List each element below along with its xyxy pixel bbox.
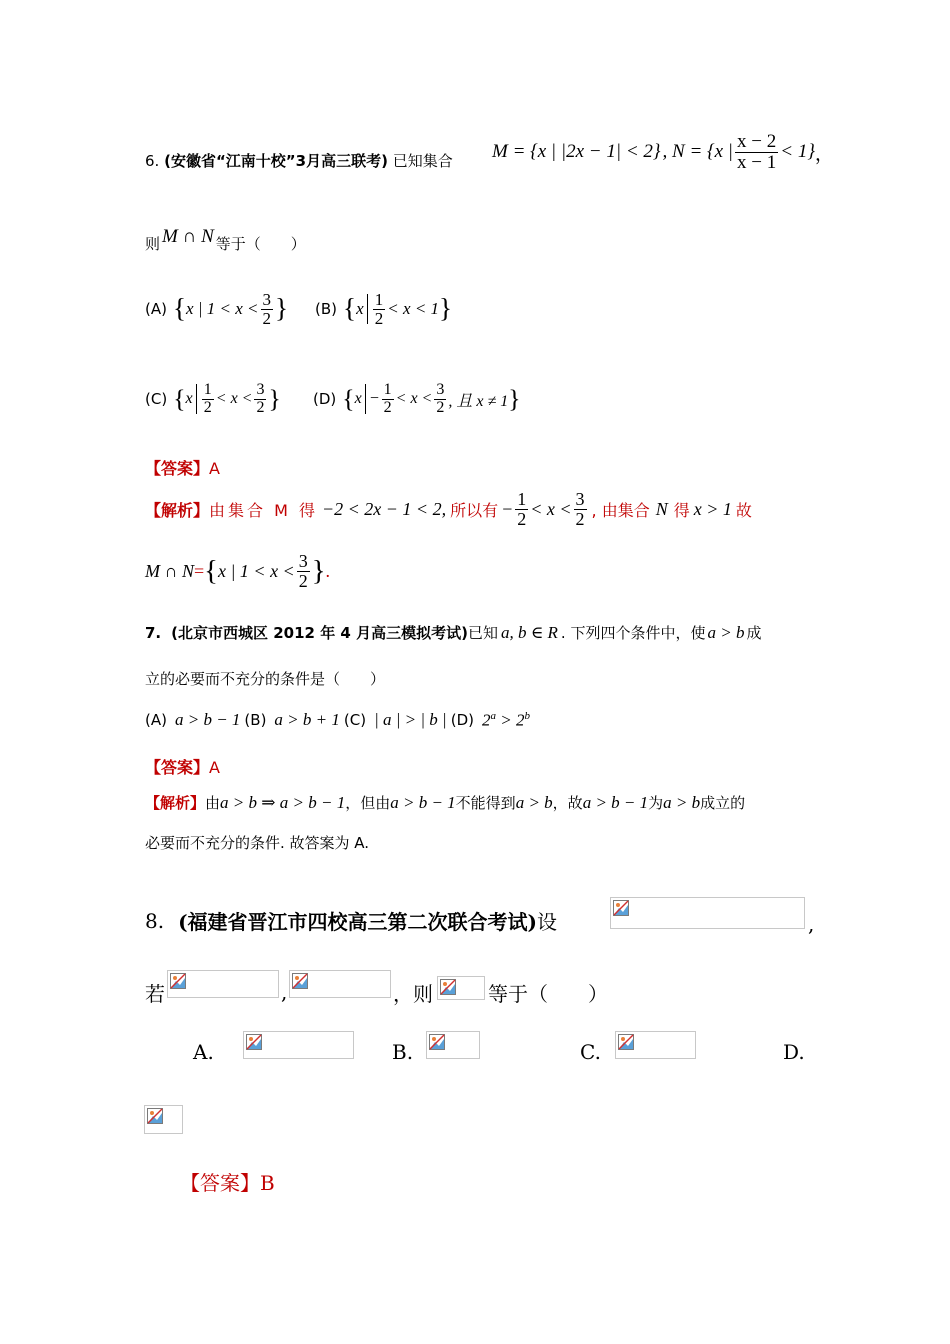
- broken-image-icon: [613, 900, 629, 916]
- q6-option-b-label: (B): [315, 300, 337, 318]
- q7-an-e5: a > b: [663, 792, 701, 812]
- q6-option-b-lbrace: {: [343, 293, 357, 324]
- q7-an-6: 成立的: [700, 794, 746, 812]
- q6-analysis: [145, 486, 752, 532]
- q6-number: 6.: [145, 152, 160, 170]
- q6-analysis-minus: −: [501, 498, 514, 519]
- q7-analysis-line2: 必要而不充分的条件. 故答案为 A.: [145, 834, 370, 852]
- q8-number: 8.: [145, 908, 165, 933]
- frac-num: 1: [203, 380, 212, 398]
- q6-answer: [145, 456, 220, 479]
- q6-analysis-ineq: −2 < 2x − 1 < 2,: [322, 498, 447, 519]
- frac-den: 2: [436, 398, 445, 416]
- q6-option-b-text: < x < 1: [387, 299, 440, 318]
- frac-num: 3: [575, 488, 585, 509]
- q7-an-e4: a > b − 1: [582, 792, 649, 812]
- frac-num: 3: [256, 380, 265, 398]
- q8-option-c-label: C.: [580, 1040, 601, 1064]
- q6-option-a-lbrace: {: [172, 293, 187, 324]
- q8-option-b-label: B.: [392, 1040, 414, 1064]
- q6-analysis-cond: x > 1: [693, 498, 732, 519]
- q7-an-2: ，但由: [345, 794, 391, 812]
- frac-num: 1: [374, 289, 384, 309]
- q6-option-c-lbrace: {: [173, 384, 186, 414]
- q8-line2-then: ，则: [393, 982, 433, 1006]
- q6-option-a-rbrace: }: [275, 293, 289, 324]
- q7-analysis: [145, 792, 745, 813]
- q6-option-c: [145, 375, 281, 423]
- q6-option-d-minus: −: [368, 390, 380, 407]
- q6-option-d-frac1: [382, 382, 394, 417]
- q6-option-a-expr: [173, 291, 288, 328]
- q6-final-frac: [297, 552, 310, 591]
- q7-an-e3: a > b: [515, 792, 553, 812]
- q6-option-c-expr: [173, 382, 281, 417]
- q7-option-b-expr: a > b + 1: [274, 710, 340, 730]
- q7-an-4: ，故: [552, 794, 583, 812]
- q6-final-lbrace: {: [204, 554, 218, 587]
- q6-stem-text: 已知集合: [392, 152, 453, 170]
- frac-den: 2: [203, 398, 212, 416]
- frac-den: 2: [262, 308, 271, 328]
- frac-den: 2: [575, 508, 585, 529]
- q7-analysis-tag: 【解析】: [145, 794, 206, 812]
- q6-option-b-expr: [343, 291, 452, 328]
- q6-analysis-range: [501, 490, 588, 529]
- broken-image-icon: [170, 973, 186, 989]
- q6-option-d-text: < x <: [395, 390, 433, 407]
- q6-option-c-frac2: [254, 382, 266, 417]
- q6-option-b-rbrace: }: [439, 293, 453, 324]
- q6-final-result: [145, 546, 330, 596]
- q6-answer-value: A: [209, 459, 220, 478]
- q6-set-expression: [492, 128, 834, 176]
- q7-option-b-label: (B): [244, 711, 267, 730]
- q6-option-d-label: (D): [313, 390, 337, 408]
- q6-comma: ，: [814, 142, 834, 165]
- q7-answer: [145, 755, 220, 778]
- q6-analysis-n: N: [655, 498, 668, 519]
- frac-den: 2: [374, 308, 384, 328]
- q7-an-5: 为: [648, 794, 664, 812]
- q8-cond-image-2: [289, 970, 391, 998]
- q6-line2-expr: M ∩ N: [162, 226, 214, 247]
- frac-den: 2: [298, 570, 308, 591]
- q6-analysis-tag: 【解析】: [145, 500, 210, 520]
- q7-stem-cond: a > b: [707, 622, 745, 642]
- q7-source: (北京市西城区 2012 年 4 月高三模拟考试): [171, 624, 468, 642]
- q6-final-dot: .: [325, 560, 331, 581]
- q6-set-n-den: x − 1: [737, 151, 777, 173]
- q7-option-c-label: (C): [343, 711, 367, 730]
- q6-source: (安徽省“江南十校”3月高三联考): [164, 152, 388, 170]
- q6-set-n-num: x − 2: [737, 130, 777, 152]
- q6-option-c-text: < x <: [215, 390, 253, 407]
- q7-option-c-expr: | a | > | b |: [374, 710, 447, 730]
- q6-analysis-mid: < x <: [530, 498, 572, 519]
- q6-option-d-rbrace: }: [508, 384, 521, 414]
- q6-analysis-text2: 所以有: [450, 500, 499, 520]
- q8-option-a-label: A.: [193, 1040, 214, 1064]
- q8-answer-value: B: [260, 1171, 275, 1195]
- q7-an-e2: a > b − 1: [390, 792, 456, 812]
- q7-option-a-label: (A): [145, 711, 167, 730]
- q8-option-d-image: [144, 1105, 183, 1134]
- q8-line2-post: 等于（ ）: [488, 982, 608, 1006]
- q6-set-n-post: < 1}: [780, 141, 815, 162]
- q7-line2: 立的必要而不充分的条件是（ ）: [145, 670, 386, 688]
- q7-options: [145, 710, 530, 731]
- q6-analysis-frac1: [515, 490, 528, 529]
- broken-image-icon: [429, 1034, 445, 1050]
- q7-option-d-base1: 2: [482, 710, 491, 730]
- q7-number: 7.: [145, 623, 162, 642]
- q7-option-d-exp-a: a: [490, 710, 496, 722]
- frac-den: 2: [256, 398, 265, 416]
- q6-line2-post: 等于（ ）: [215, 235, 306, 253]
- broken-image-icon: [246, 1034, 262, 1050]
- q8-line2-sep: ,: [281, 980, 288, 1004]
- q6-answer-tag: 【答案】: [145, 459, 210, 478]
- q7-answer-value: A: [209, 758, 220, 777]
- q6-line2: [145, 226, 306, 254]
- q8-comma: ,: [808, 912, 815, 936]
- q8-stem: [145, 906, 557, 935]
- q7-option-d-expr: [482, 710, 530, 731]
- q6-option-d-post: , 且 x ≠ 1: [448, 392, 509, 410]
- q7-stem-ab: a, b ∈ R: [500, 622, 558, 642]
- q6-analysis-text3: , 由集合: [591, 500, 650, 520]
- frac-num: 1: [383, 380, 392, 398]
- q7-stem-text1: 已知: [467, 624, 498, 642]
- q6-set-n-pre: , N = {x |: [662, 141, 734, 162]
- q6-option-d-x: x: [354, 390, 362, 407]
- q6-option-d-expr: [342, 382, 520, 417]
- q8-option-a-image: [243, 1031, 354, 1059]
- q8-option-b-image: [426, 1031, 480, 1059]
- broken-image-icon: [292, 973, 308, 989]
- q6-set-m: M = {x | |2x − 1| < 2}: [492, 141, 661, 162]
- q8-cond-image-1: [167, 970, 279, 998]
- frac-den: 2: [383, 398, 392, 416]
- q6-option-b-bar: [367, 294, 368, 324]
- q6-analysis-text4: 得: [673, 500, 690, 520]
- q7-option-d-base2: > 2: [500, 710, 525, 730]
- frac-num: 1: [517, 488, 527, 509]
- q7-an-3: 不能得到: [455, 794, 516, 812]
- q8-stem-image: [610, 897, 805, 929]
- q8-option-c-image: [615, 1031, 696, 1059]
- q7-answer-tag: 【答案】: [145, 758, 210, 777]
- q8-answer: [180, 1167, 275, 1196]
- q6-option-d-lbrace: {: [342, 384, 355, 414]
- q6-set-n-frac: [735, 132, 778, 173]
- q7-stem-text3: 成: [746, 624, 762, 642]
- frac-den: 2: [517, 508, 527, 529]
- q6-option-a-label: (A): [145, 300, 167, 318]
- q6-option-b: [315, 285, 452, 333]
- q6-final-eq: =: [194, 560, 205, 581]
- q6-option-c-x: x: [185, 390, 193, 407]
- q7-an-1: 由: [205, 794, 221, 812]
- q6-stem: [145, 150, 453, 171]
- q8-line2-pre: 若: [145, 982, 165, 1006]
- q6-option-a-text: x | 1 < x <: [186, 299, 259, 318]
- q8-option-d-label: D.: [783, 1040, 805, 1064]
- frac-num: 3: [262, 289, 271, 309]
- q6-final-set: x | 1 < x <: [217, 560, 295, 581]
- q8-target-image: [437, 976, 485, 1000]
- q6-line2-pre: 则: [145, 235, 161, 253]
- q6-option-c-rbrace: }: [268, 384, 281, 414]
- q6-analysis-text5: 故: [735, 500, 752, 520]
- q6-analysis-frac2: [574, 490, 587, 529]
- broken-image-icon: [618, 1034, 634, 1050]
- q7-option-a-expr: a > b − 1: [174, 710, 241, 730]
- q6-analysis-text1: 由集合 M 得: [209, 500, 318, 520]
- q7-option-d-label: (D): [450, 711, 474, 730]
- q6-option-b-frac: [373, 291, 386, 328]
- q6-option-b-x: x: [356, 299, 364, 318]
- q6-option-a: [145, 285, 288, 333]
- frac-num: 3: [436, 380, 445, 398]
- q6-final-expr: M ∩ N: [145, 560, 194, 581]
- q7-option-d-exp-b: b: [524, 710, 530, 722]
- q6-option-d: [313, 375, 521, 423]
- q8-answer-tag: 【答案】: [180, 1171, 260, 1195]
- q6-final-rbrace: }: [311, 554, 326, 587]
- q7-an-e1: a > b ⇒ a > b − 1: [220, 792, 346, 812]
- frac-num: 3: [298, 550, 308, 571]
- q6-option-c-bar: [196, 384, 197, 414]
- q6-option-d-frac2: [434, 382, 446, 417]
- q7-stem: [145, 622, 761, 643]
- q8-stem-text: 设: [537, 910, 558, 934]
- q7-stem-text2: . 下列四个条件中，使: [560, 624, 706, 642]
- q6-option-d-bar: [365, 384, 366, 414]
- q8-source: (福建省晋江市四校高三第二次联合考试): [178, 910, 538, 934]
- broken-image-icon: [440, 979, 456, 995]
- q6-option-c-label: (C): [145, 390, 168, 408]
- q6-option-a-frac: [261, 291, 274, 328]
- broken-image-icon: [147, 1108, 163, 1124]
- q6-option-c-frac1: [202, 382, 214, 417]
